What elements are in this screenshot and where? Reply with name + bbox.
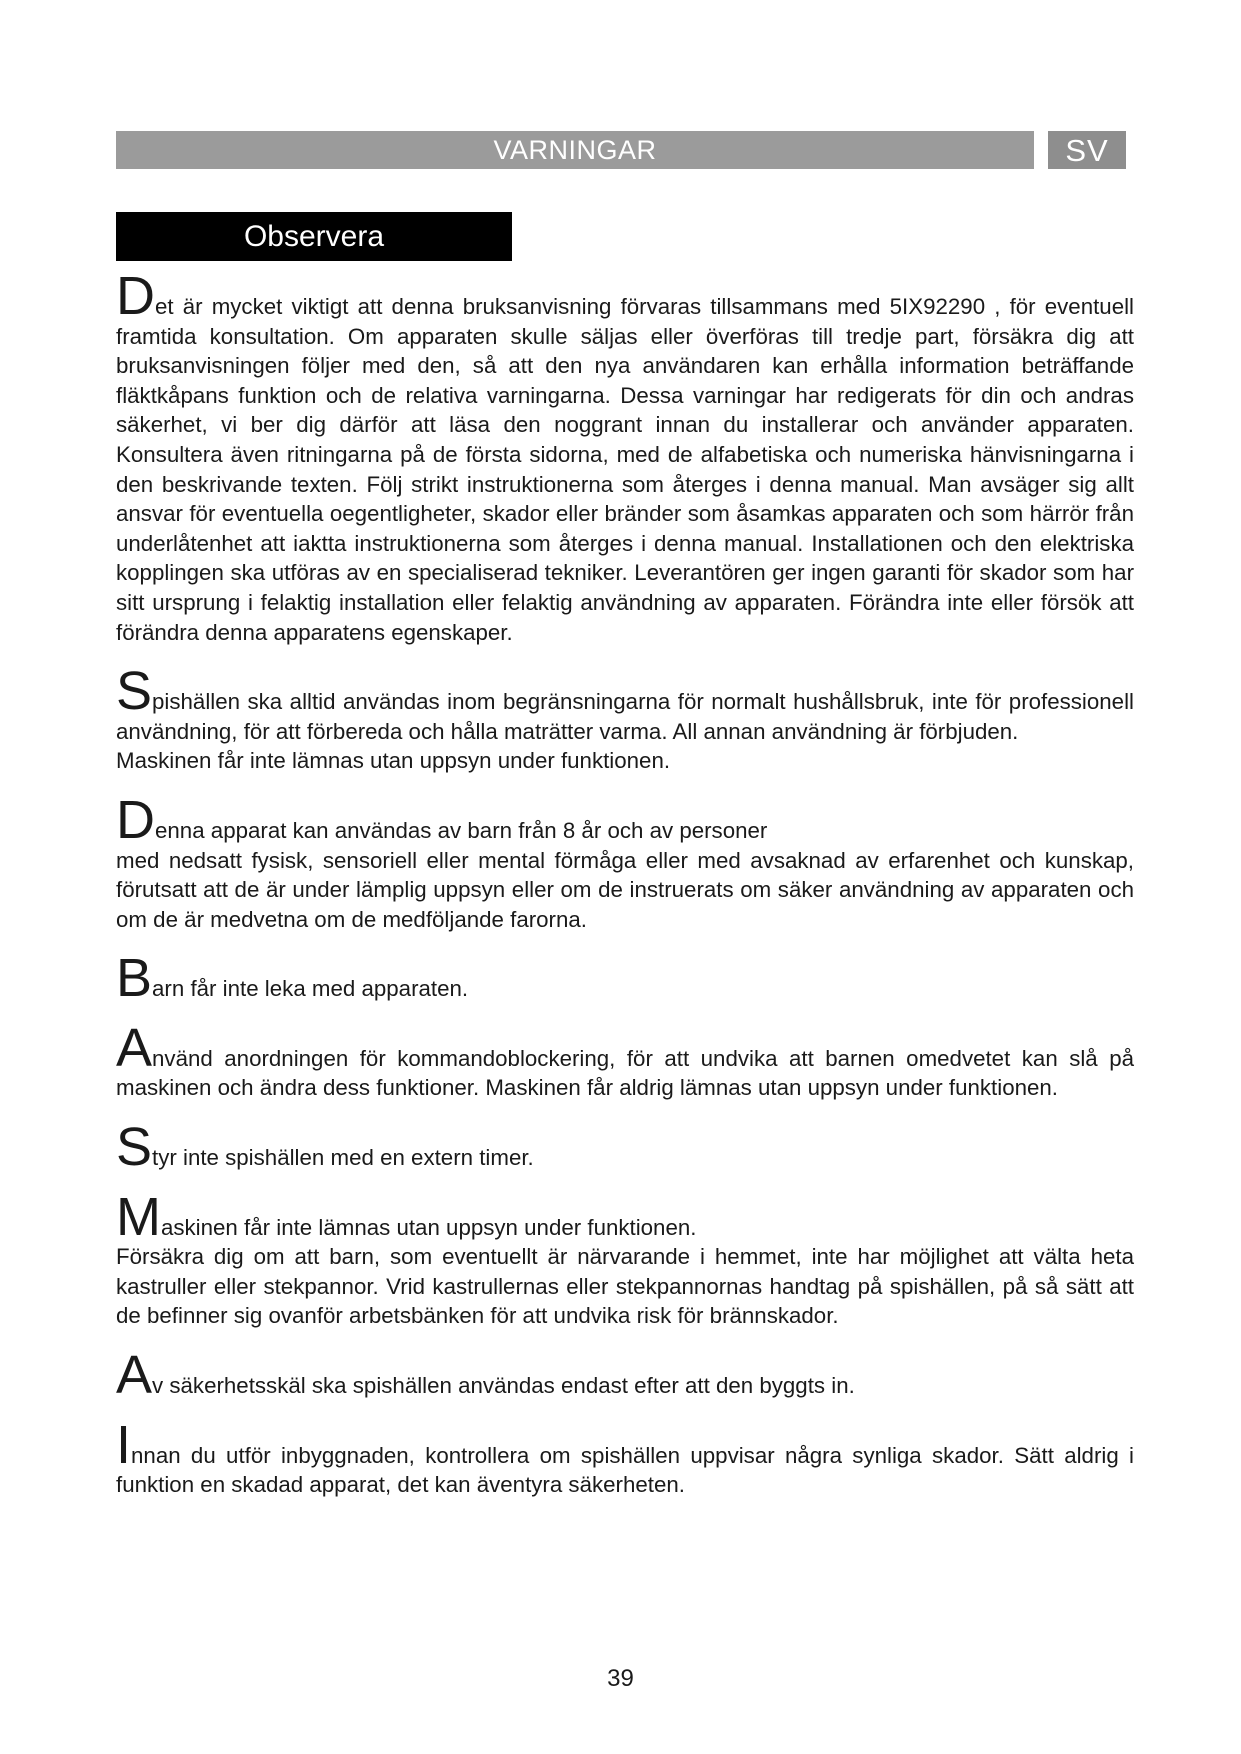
drop-cap: B xyxy=(116,948,153,1009)
paragraph-damage xyxy=(116,1414,1134,1500)
paragraph-timer xyxy=(116,1117,1134,1178)
paragraph-body: et är mycket viktigt att denna bruksanvisning förvaras tillsammans med 5IX92290 , för eventuell framtida konsultation. Om apparaten skulle säljas eller överföras till tredje part, försäkra dig att bruksanvisningen följer med den, så att den nya användaren kan erhålla information beträffande fläktkåpans funktion och de relativa varningarna. Dessa varningar har redigerats för din och andras säkerhet, vi ber dig därför att läsa den noggrant innan du installerar och använder apparaten. Konsultera även ritningarna på de första sidorna, med de alfabetiska och numeriska hänvisningarna i den beskrivande texten. Följ strikt instruktionerna som återges i denna manual. Man avsäger sig allt ansvar för eventuella oegentligheter, skador eller bränder som åsamkas apparaten och som härrör från underlåtenhet att iaktta instruktionerna som återges i denna manual. Installationen och den elektriska kopplingen ska utföras av en specialiserad tekniker. Leverantören ger ingen garanti för skador som har sitt ursprung i felaktig installation eller felaktig användning av apparaten. Förändra inte eller försök att förändra denna apparatens egenskaper. xyxy=(116,294,1134,645)
paragraph-text xyxy=(116,1186,1134,1247)
drop-cap: D xyxy=(116,789,155,850)
paragraph-text xyxy=(116,1017,1134,1103)
paragraph-body: arn får inte leka med apparaten. xyxy=(152,976,469,1002)
drop-cap: S xyxy=(116,661,153,722)
paragraph-text xyxy=(116,1414,1134,1500)
drop-cap: D xyxy=(116,266,155,326)
section-header-bar xyxy=(116,131,1034,169)
paragraph-text xyxy=(116,948,1134,1009)
page-number: 39 xyxy=(607,1665,634,1692)
paragraph-extra: Försäkra dig om att barn, som eventuellt är närvarande i hemmet, inte har möjlighet att välta heta kastruller eller stekpannor. Vrid kastrullernas eller stekpannornas handtag på spishällen, på så sätt att de befinner sig ovanför arbetsbänken för att undvika risk för brännskador. xyxy=(116,1244,1134,1329)
paragraph-body: nvänd anordningen för kommandoblockering, för att undvika att barnen omedvetet kan slå på maskinen och ändra dess funktioner. Maskinen får aldrig lämnas utan uppsyn under funktionen. xyxy=(116,1045,1134,1101)
paragraph-text xyxy=(116,1345,1134,1406)
drop-cap: A xyxy=(116,1345,153,1406)
drop-cap: I xyxy=(116,1414,132,1475)
paragraph-text xyxy=(116,661,1134,746)
paragraph-play xyxy=(116,948,1134,1009)
language-badge xyxy=(1048,131,1126,169)
paragraph-text xyxy=(116,266,1134,647)
header-title: VARNINGAR xyxy=(493,135,657,165)
section-title-box xyxy=(116,212,512,261)
paragraph-children xyxy=(116,789,1134,934)
language-code: SV xyxy=(1065,133,1109,168)
paragraph-built-in xyxy=(116,1345,1134,1406)
paragraph-usage xyxy=(116,661,1134,776)
paragraph-text xyxy=(116,789,1134,850)
paragraph-lock xyxy=(116,1017,1134,1103)
paragraph-supervision xyxy=(116,1186,1134,1331)
paragraph-body: nnan du utför inbyggnaden, kontrollera om spishällen uppvisar några synliga skador. Sätt aldrig i funktion en skadad apparat, det kan äventyra säkerheten. xyxy=(116,1442,1134,1498)
paragraph-extra: Maskinen får inte lämnas utan uppsyn under funktionen. xyxy=(116,748,671,774)
drop-cap: M xyxy=(116,1186,161,1247)
drop-cap: A xyxy=(116,1017,153,1078)
section-title: Observera xyxy=(243,220,385,253)
paragraph-intro xyxy=(116,266,1134,647)
paragraph-body: tyr inte spishällen med en extern timer. xyxy=(152,1145,534,1171)
paragraph-body: pishällen ska alltid användas inom begränsningarna för normalt hushållsbruk, inte för professionell användning, för att förbereda och hålla maträtter varma. All annan användning är förbjuden. xyxy=(116,689,1134,744)
paragraph-text xyxy=(116,1117,1134,1178)
document-body xyxy=(116,266,1134,1530)
paragraph-body: v säkerhetsskäl ska spishällen användas endast efter att den byggts in. xyxy=(152,1373,855,1399)
paragraph-body: enna apparat kan användas av barn från 8 år och av personer xyxy=(155,817,768,843)
drop-cap: S xyxy=(116,1117,153,1178)
paragraph-body: askinen får inte lämnas utan uppsyn under funktionen. xyxy=(160,1214,697,1240)
paragraph-extra: med nedsatt fysisk, sensoriell eller mental förmåga eller med avsaknad av erfarenhet och kunskap, förutsatt att de är under lämplig uppsyn eller om de instruerats om säker användning av apparaten och om de är medvetna om de medföljande farorna. xyxy=(116,847,1134,932)
